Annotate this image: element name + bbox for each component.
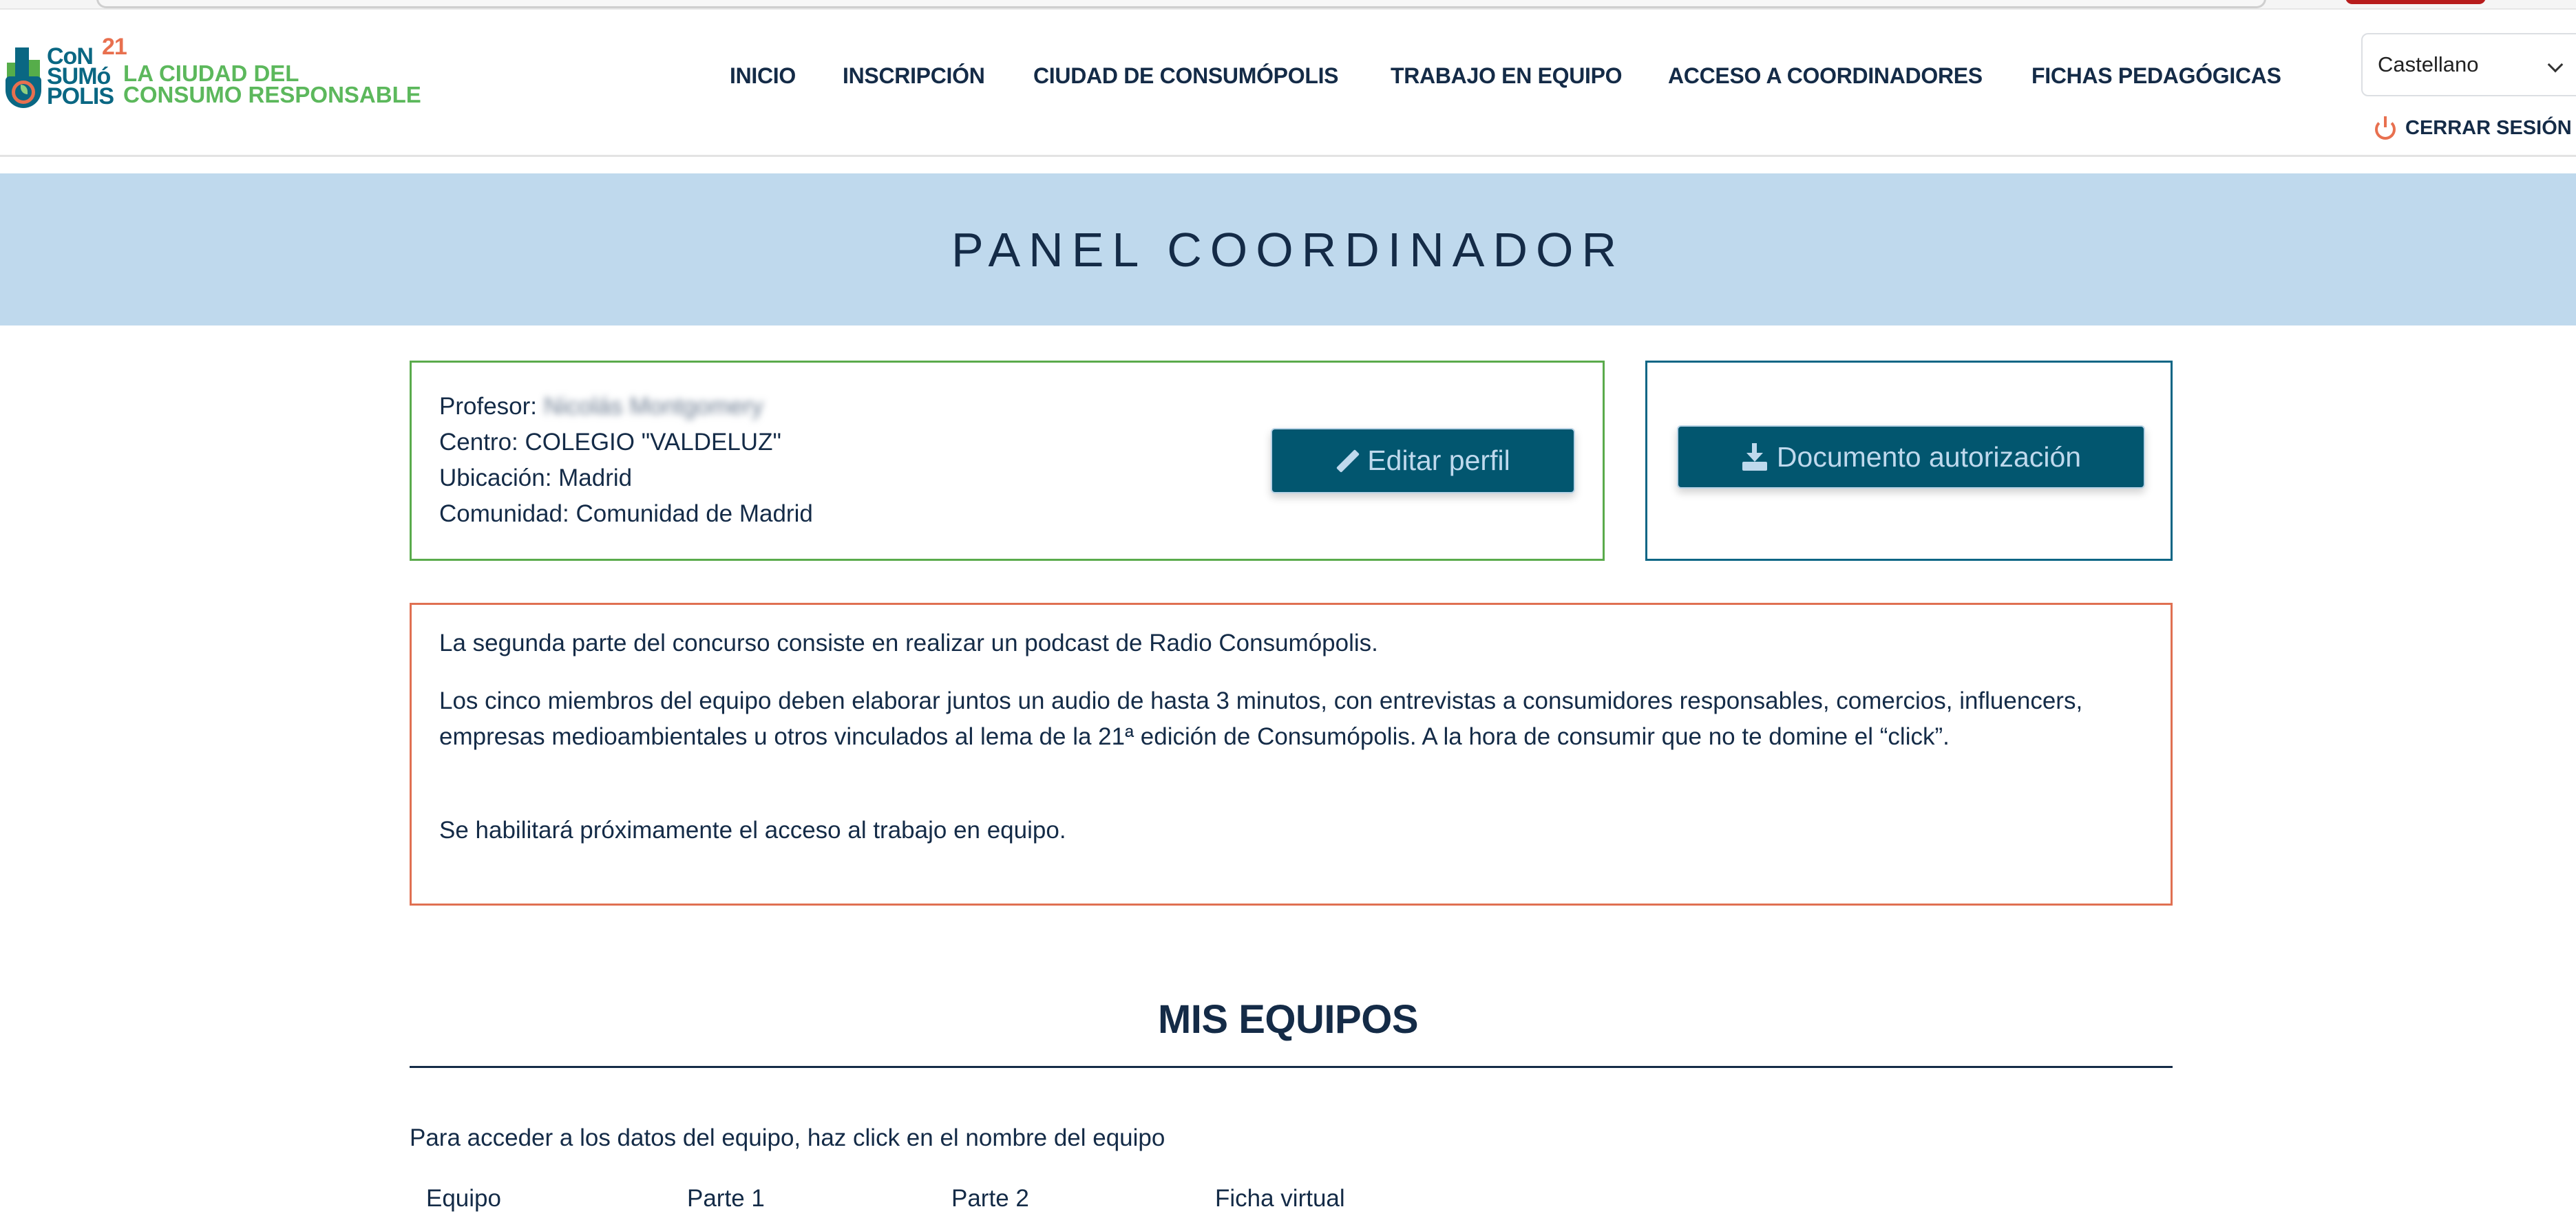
- consumopolis-logo[interactable]: [4, 33, 421, 114]
- browser-top-strip: [0, 0, 2576, 10]
- download-authorization-button[interactable]: [1677, 425, 2145, 489]
- teams-divider: [410, 1066, 2173, 1068]
- nav-item-acceso-a-coordinadores[interactable]: ACCESO A COORDINADORES: [1668, 63, 1983, 88]
- chevron-down-icon: [2548, 57, 2564, 73]
- download-authorization-label: Documento autorización: [1776, 440, 2082, 473]
- notice-paragraph-3: Se habilitará próximamente el acceso al trabajo en equipo.: [439, 817, 1066, 844]
- logo-edition-number: 21: [102, 33, 127, 60]
- profesor-label: Profesor:: [439, 393, 537, 420]
- logout-button[interactable]: [2375, 111, 2572, 145]
- profile-row-comunidad: [439, 496, 813, 532]
- logo-tagline-line-1: LA CIUDAD DEL: [123, 61, 299, 86]
- profile-card: [410, 361, 1605, 561]
- site-header: [0, 10, 2576, 157]
- logo-word-line-2: SUMó: [47, 63, 111, 89]
- centro-value: COLEGIO "VALDELUZ": [525, 429, 781, 456]
- city-hand-logo-icon: [4, 45, 43, 108]
- top-red-tab: [2345, 0, 2486, 4]
- logo-word-line-3: POLIS: [47, 83, 114, 109]
- logo-tagline: [123, 63, 421, 105]
- column-header-ficha-virtual: Ficha virtual: [1215, 1185, 1345, 1212]
- pencil-icon: [1335, 449, 1359, 473]
- page-banner: [0, 173, 2576, 325]
- nav-item-inscripcion[interactable]: INSCRIPCIÓN: [843, 63, 985, 88]
- profesor-name-blurred: Nicolás Montgomery: [543, 393, 763, 420]
- nav-item-inicio[interactable]: INICIO: [730, 63, 796, 88]
- language-select-value: Castellano: [2378, 52, 2479, 76]
- address-bar-edge: [96, 0, 2266, 8]
- edit-profile-label: Editar perfil: [1367, 445, 1510, 476]
- profile-details: [439, 389, 813, 532]
- comunidad-value: Comunidad de Madrid: [576, 500, 813, 527]
- logo-tagline-line-2: CONSUMO RESPONSABLE: [123, 82, 421, 107]
- ubicacion-value: Madrid: [558, 464, 633, 491]
- download-icon: [1741, 443, 1769, 471]
- nav-item-ciudad-de-consumopolis[interactable]: CIUDAD DE CONSUMÓPOLIS: [1033, 63, 1339, 88]
- power-icon: [2375, 116, 2396, 140]
- document-card: [1645, 361, 2173, 561]
- centro-label: Centro:: [439, 429, 518, 456]
- notice-paragraph-2: Los cinco miembros del equipo deben elaborar juntos un audio de hasta 3 minutos, con entrevistas a consumidores responsables, comercios, influencers, empresas medioambientales u otros vinculados al lema de la 21ª edición de Consumópolis. A la hora de consumir que no te domine el “click”.: [439, 687, 2083, 750]
- edit-profile-button[interactable]: [1271, 428, 1575, 493]
- comunidad-label: Comunidad:: [439, 500, 569, 527]
- nav-item-fichas-pedagogicas[interactable]: FICHAS PEDAGÓGICAS: [2031, 63, 2281, 88]
- column-header-parte-1: Parte 1: [687, 1185, 765, 1212]
- logout-label: CERRAR SESIÓN: [2405, 116, 2572, 139]
- profile-row-profesor: [439, 389, 813, 425]
- profile-row-ubicacion: [439, 460, 813, 496]
- logo-word-line-1: CoN: [47, 43, 93, 70]
- language-select[interactable]: [2361, 33, 2576, 96]
- profile-row-centro: [439, 425, 813, 460]
- logo-wordmark: [47, 33, 127, 109]
- teams-description: Para acceder a los datos del equipo, haz click en el nombre del equipo: [410, 1124, 1165, 1151]
- page-title: PANEL COORDINADOR: [951, 222, 1625, 277]
- ubicacion-label: Ubicación:: [439, 464, 552, 491]
- notice-paragraph-1: La segunda parte del concurso consiste en realizar un podcast de Radio Consumópolis.: [439, 630, 1378, 656]
- column-header-equipo: Equipo: [426, 1185, 501, 1212]
- nav-item-trabajo-en-equipo[interactable]: TRABAJO EN EQUIPO: [1391, 63, 1623, 88]
- column-header-parte-2: Parte 2: [951, 1185, 1029, 1212]
- teams-title: MIS EQUIPOS: [1157, 997, 1418, 1042]
- contest-notice: [410, 603, 2173, 906]
